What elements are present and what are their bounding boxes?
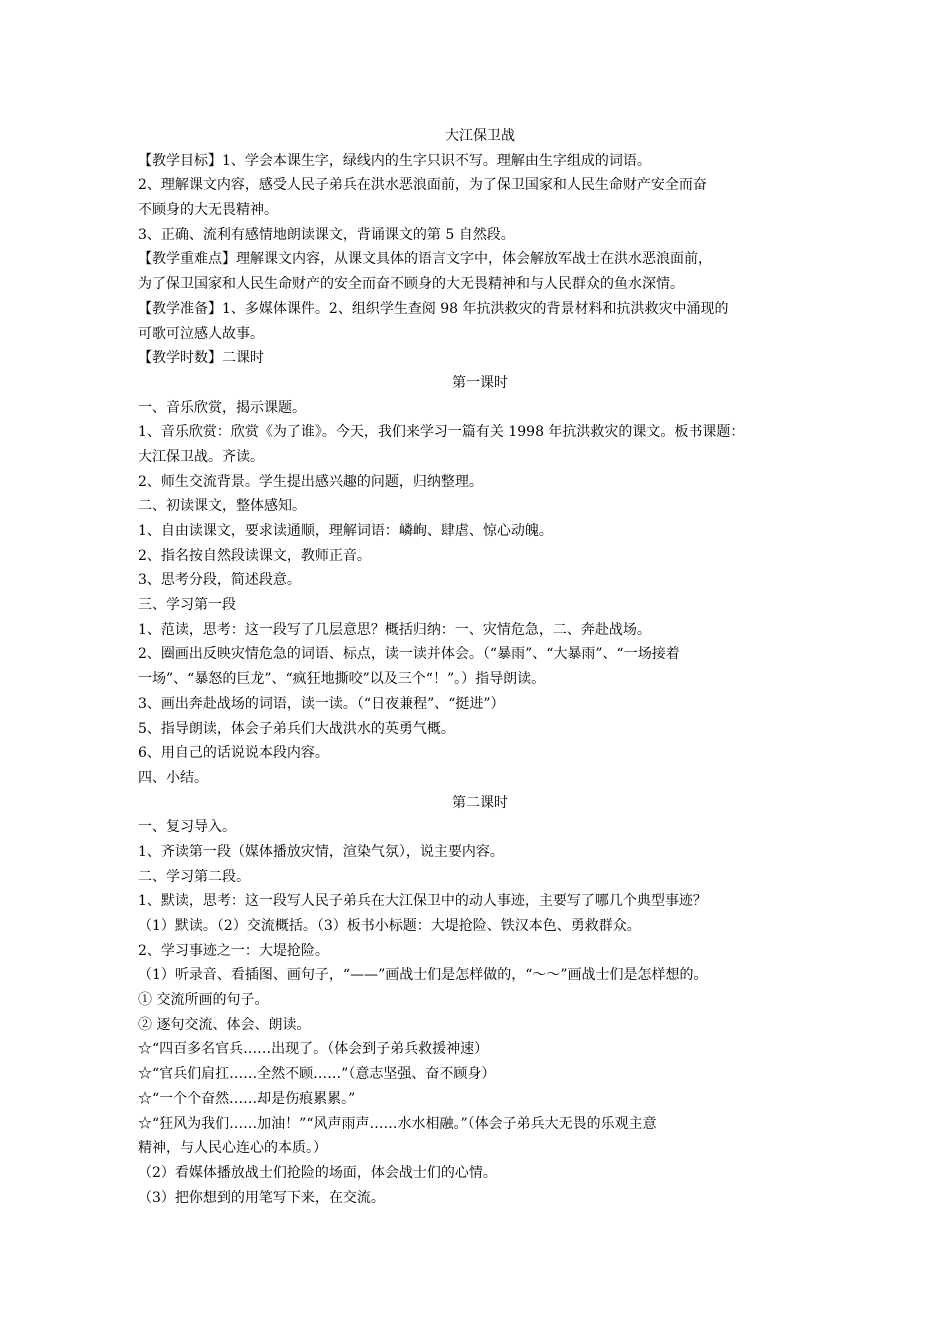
text-line: ☆“官兵们肩扛……全然不顾……”（意志坚强、奋不顾身） [138, 1066, 496, 1083]
text-line: ☆“狂风为我们……加油！”“风声雨声……水水相融。”（体会子弟兵大无畏的乐观主意 [138, 1115, 657, 1132]
text-line: 一、音乐欣赏，揭示课题。 [138, 399, 306, 416]
text-line: （2）看媒体播放战士们抢险的场面，体会战士们的心情。 [138, 1164, 497, 1181]
text-line: 为了保卫国家和人民生命财产的安全而奋不顾身的大无畏精神和与人民群众的鱼水深情。 [138, 276, 684, 293]
text-line: 2、师生交流背景。学生提出感兴趣的问题，归纳整理。 [138, 473, 483, 490]
text-line: 6、用自己的话说说本段内容。 [138, 745, 329, 762]
text-line: ☆“一个个奋然……却是伤痕累累。” [138, 1090, 356, 1107]
section-heading: 第一课时 [452, 374, 508, 391]
text-line: 精神，与人民心连心的本质。） [138, 1140, 327, 1157]
text-line: 2、理解课文内容，感受人民子弟兵在洪水恶浪面前，为了保卫国家和人民生命财产安全而奋 [138, 177, 707, 194]
text-line: 1、默读，思考：这一段写人民子弟兵在大江保卫中的动人事迹，主要写了哪几个典型事迹？ [138, 893, 707, 910]
text-line: 可歌可泣感人故事。 [138, 325, 264, 342]
text-line: 1、自由读课文，要求读通顺，理解词语：嶙峋、肆虐、惊心动魄。 [138, 523, 553, 539]
text-line: 【教学准备】1、多媒体课件。2、组织学生查阅 98 年抗洪救灾的背景材料和抗洪救灾中涌现的 [138, 300, 729, 317]
text-line: 二、初读课文，整体感知。 [138, 498, 306, 515]
text-line: 5、指导朗读，体会子弟兵们大战洪水的英勇气概。 [138, 720, 455, 737]
text-line: 1、音乐欣赏：欣赏《为了谁》。今天，我们来学习一篇有关 1998 年抗洪救灾的课文。板书课题： [138, 424, 745, 441]
text-line: 【教学时数】二课时 [138, 350, 264, 367]
text-line: 【教学重难点】理解课文内容，从课文具体的语言文字中，体会解放军战士在洪水恶浪面前， [138, 251, 712, 268]
text-line: ☆“四百多名官兵……出现了。（体会到子弟兵救援神速） [138, 1041, 489, 1058]
text-line: 1、齐读第一段（媒体播放灾情，渲染气氛），说主要内容。 [138, 843, 504, 860]
text-line: 三、学习第一段 [138, 597, 236, 614]
text-line: （3）把你想到的用笔写下来，在交流。 [138, 1189, 385, 1206]
document-body [138, 124, 822, 1210]
text-line: （1）听录音、看插图、画句子，“——”画战士们是怎样做的，“～～”画战士们是怎样想的。 [138, 967, 708, 984]
text-line: ① 交流所画的句子。 [138, 992, 269, 1009]
text-line: 二、学习第二段。 [138, 868, 250, 885]
text-line: 一、复习导入。 [138, 819, 236, 836]
text-line: 3、画出奔赴战场的词语，读一读。（“日夜兼程”、“挺进”） [138, 695, 505, 712]
text-line: 2、学习事迹之一：大堤抢险。 [138, 942, 329, 959]
text-line: 【教学目标】1、学会本课生字，绿线内的生字只识不写。理解由生字组成的词语。 [138, 152, 651, 169]
text-line: 3、正确、流利有感情地朗读课文，背诵课文的第 5 自然段。 [138, 226, 515, 243]
text-line: 大江保卫战。齐读。 [138, 448, 264, 465]
text-line: 2、圈画出反映灾情危急的词语、标点，读一读并体会。（“暴雨”、“大暴雨”、“一场接着 [138, 646, 680, 663]
section-heading: 第二课时 [452, 794, 508, 811]
text-line: ② 逐句交流、体会、朗读。 [138, 1016, 311, 1033]
text-line: 2、指名按自然段读课文，教师正音。 [138, 547, 371, 564]
text-line: 不顾身的大无畏精神。 [138, 202, 278, 219]
text-line: 3、思考分段，简述段意。 [138, 572, 301, 589]
text-line: 四、小结。 [138, 769, 208, 786]
text-line: 一场”、“暴怒的巨龙”、“疯狂地撕咬”以及三个“！”。）指导朗读。 [138, 671, 546, 688]
section-heading: 大江保卫战 [445, 128, 515, 144]
text-line: （1）默读。（2）交流概括。（3）板书小标题：大堤抢险、铁汉本色、勇救群众。 [138, 918, 641, 934]
text-line: 1、范读，思考：这一段写了几层意思？概括归纳：一、灾情危急，二、奔赴战场。 [138, 621, 651, 638]
